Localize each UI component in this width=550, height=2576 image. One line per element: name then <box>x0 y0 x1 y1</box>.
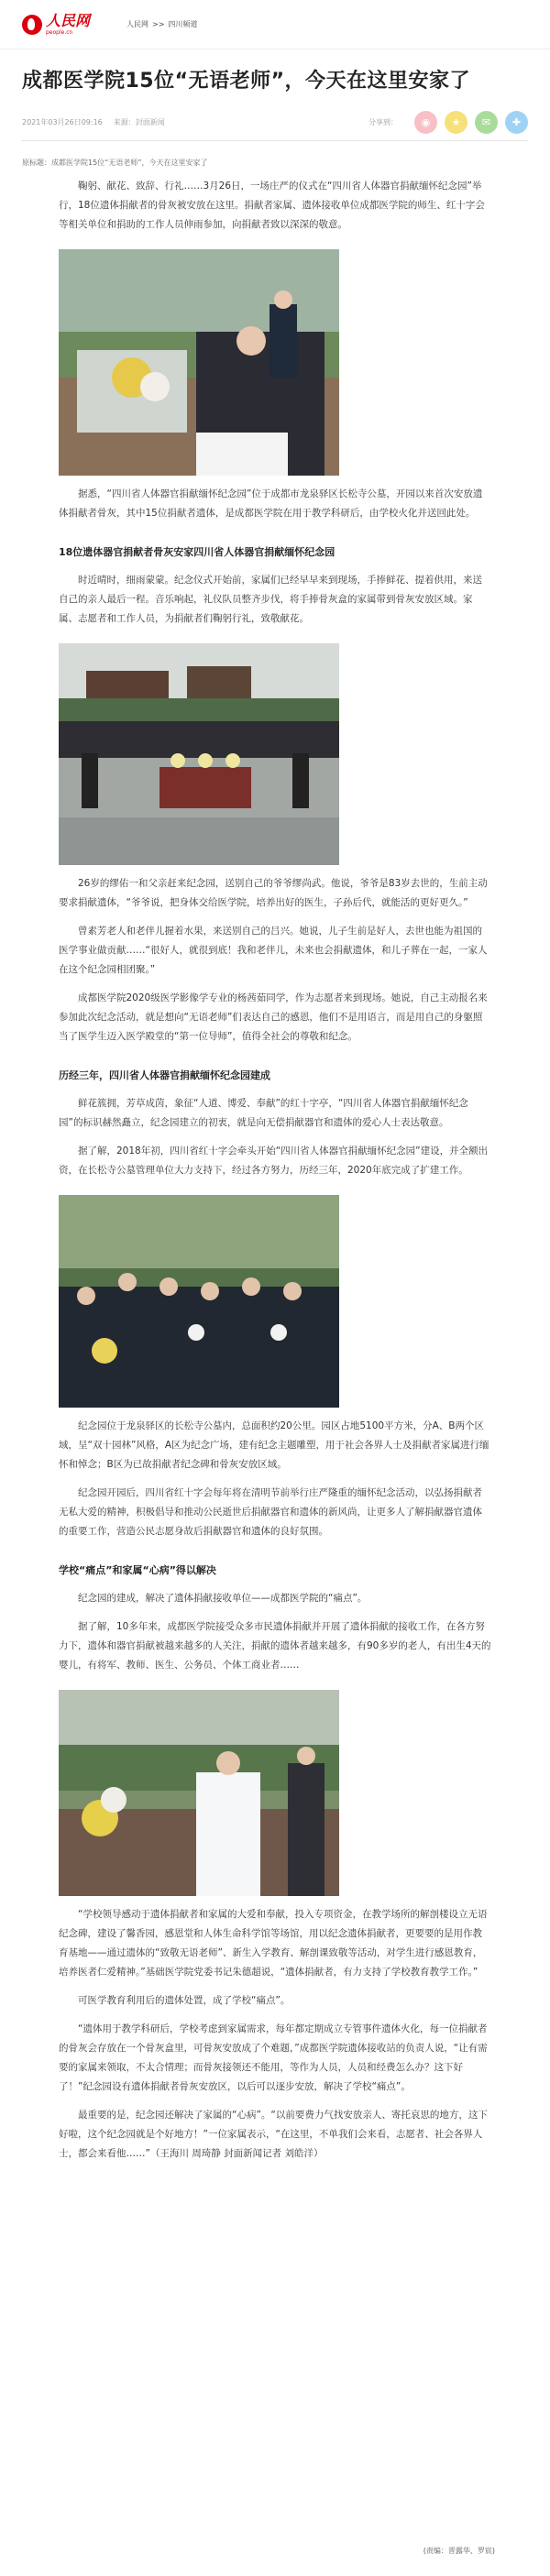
article-title: 成都医学院15位“无语老师”，今天在这里安家了 <box>22 70 471 93</box>
share-bar <box>368 111 528 134</box>
link-share-icon[interactable]: ✚ <box>505 111 528 134</box>
paragraph: 据悉，“四川省人体器官捐献缅怀纪念园”位于成都市龙泉驿区长松寺公墓，开园以来首次安放遗体捐献者骨灰，其中15位捐献者遗体，是成都医学院在用于教学科研后，由学校火化并送回此处。 <box>59 488 483 519</box>
site-header <box>0 0 550 49</box>
group-photo <box>59 1195 339 1408</box>
wechat-share-icon[interactable]: ✉ <box>475 111 498 134</box>
paragraph: 时近晴时，细雨蒙蒙。纪念仪式开始前，家属们已经早早来到现场，手捧鲜花、提着供用，来送自己的亲人最后一程。音乐响起，礼仪队员整齐步伐，将手捧骨灰盒的家属带到骨灰安放区域。家属、志愿者和工作人员，为捐献者们鞠躬行礼，致敬献花。 <box>59 574 482 624</box>
share-label: 分享到： <box>368 117 398 126</box>
breadcrumb-channel[interactable]: 四川频道 <box>168 20 198 28</box>
paragraph: 曾素芳老人和老伴儿握着水果，来送别自己的吕兴。她说，儿子生前是好人，去世也能为祖国的医学事业做贡献……“很好人，就很到底！我和老伴儿，未来也会捐献遗体，和儿子葬在一起，一家人在这个纪念园相团聚。” <box>59 925 488 975</box>
article-meta <box>22 104 528 141</box>
paragraph: 最重要的是，纪念园还解决了家属的“心病”。“以前要费力气找安放亲人、寄托哀思的地方，这下好啦，这个纪念园就是个好地方！”一位家属表示，“在这里，不单我们会来看，志愿者、社会各界人士，都会来看他……”（王海川 周琦静 封面新闻记者 刘皓洋） <box>59 2109 488 2159</box>
paragraph: 成都医学院2020级医学影像学专业的杨茜茹同学，作为志愿者来到现场。她说，自己主动报名来参加此次纪念活动，就是想向“无语老师”们表达自己的感恩，他们不是用语言，而是用自己的身躯照当了医学生迈入医学殿堂的“第一位导师”，值得全社会的尊敬和纪念。 <box>59 992 488 1042</box>
memorial-photo <box>59 1690 339 1896</box>
paragraph: 纪念园开园后，四川省红十字会每年将在清明节前举行庄严隆重的缅怀纪念活动，以弘扬捐献者无私大爱的精神，积极倡导和推动公民逝世后捐献器官和遗体的新风尚，让更多人了解捐献器官遗体的重要工作，营造公民志愿身故后捐献器官和遗体的良好氛围。 <box>59 1486 482 1537</box>
section-heading: 历经三年，四川省人体器官捐献缅怀纪念园建成 <box>59 1069 270 1081</box>
breadcrumb: 人民网 >> 四川频道 <box>126 20 198 28</box>
section-heading: 18位遗体器官捐献者骨灰安家四川省人体器官捐献缅怀纪念园 <box>59 545 336 558</box>
paragraph: “学校领导感动于遗体捐献者和家属的大爱和奉献，投入专项资金，在教学场所的解剖楼设立无语纪念碑，建设了馨香园，感恩堂和人体生命科学馆等场馆，用以纪念遗体捐献者，更要要的是用作教育基地——通过遗体的“致敬无语老师”、新生入学教育、解剖课致敬等活动，对学生进行感恩教育，培养医者仁爱精神。”基础医学院党委书记朱德超说，“遗体捐献者，有力支持了学校教育教学工作。” <box>59 1908 488 1978</box>
paragraph: 据了解，10多年来，成都医学院接受众多市民遗体捐献并开展了遗体捐献的接收工作，在各方努力下，遗体和器官捐献被越来越多的人关注，捐献的遗体者越来越多，有90多岁的老人，有出生4天的婴儿，有将军、教师、医生、公务员、个体工商业者…… <box>59 1620 491 1671</box>
original-title: 原标题：成都医学院15位“无语老师”，今天在这里安家了 <box>22 158 208 167</box>
qzone-share-icon[interactable]: ★ <box>445 111 468 134</box>
paragraph: 纪念园的建成，解决了遗体捐献接收单位——成都医学院的“痛点”。 <box>78 1592 368 1604</box>
paragraph: 26岁的缪佑一和父亲赶来纪念园，送别自己的爷爷缪尚武。他说，爷爷是83岁去世的，生前主动要求捐献遗体，“爷爷说，把身体交给医学院，培养出好的医生，子孙后代，就能活的更好更久。” <box>59 877 488 908</box>
logo-subtext: people.cn <box>46 28 73 36</box>
breadcrumb-home[interactable]: 人民网 <box>126 20 149 28</box>
ceremony-photo <box>59 249 339 476</box>
editor-credit: (责编：晋露华、罗宸) <box>423 2547 495 2555</box>
paragraph: 纪念园位于龙泉驿区的长松寺公墓内，总面积约20公里。园区占地5100平方米，分A、B两个区域，呈“双十园林”风格，A区为纪念广场，建有纪念主题雕塑，用于社会各界人士及捐献者家属进行缅怀和悼念；B区为已故捐献者纪念碑和骨灰安放区域。 <box>59 1420 490 1470</box>
section-heading: 学校“痛点”和家属“心病”得以解决 <box>59 1563 216 1576</box>
site-logo[interactable] <box>22 11 91 36</box>
logo-icon <box>22 15 42 35</box>
paragraph: 可医学教育利用后的遗体处置，成了学校“痛点”。 <box>78 1994 291 2006</box>
article-body <box>0 177 550 2164</box>
weibo-share-icon[interactable]: ◉ <box>414 111 437 134</box>
article-source: 来源：封面新闻 <box>113 117 165 126</box>
paragraph: 鲜花簇拥，芳草成茵，象征“人道、博爱、奉献”的红十字亭，“四川省人体器官捐献缅怀纪念园”的标识赫然矗立，纪念园建立的初衷，就是向无偿捐献器官和遗体的爱心人士表达敬意。 <box>59 1097 468 1128</box>
paragraph: 据了解，2018年初，四川省红十字会牵头开始“四川省人体器官捐献缅怀纪念园”建设，并全额出资，在长松寺公墓管理单位大力支持下，经过各方努力，历经三年，2020年底完成了扩建工作。 <box>59 1145 489 1176</box>
paragraph: 鞠躬、献花、致辞、行礼……3月26日，一场庄严的仪式在“四川省人体器官捐献缅怀纪念园”举行，18位遗体捐献者的骨灰被安放在这里。捐献者家属、遗体接收单位成都医学院的师生、红十字会等相关单位和捐助的工作人员伸雨参加，向捐献者致以深深的敬意。 <box>59 180 485 230</box>
logo-text: 人民网 <box>46 11 91 29</box>
ceremony-photo <box>59 643 339 865</box>
publish-date: 2021年03月26日09:16 <box>22 117 103 126</box>
paragraph: “遗体用于教学科研后，学校考虑到家属需求，每年都定期成立专管事件遗体火化，每一位捐献者的骨灰会存放在一个骨灰盒里，可骨灰安放成了个难题，”成都医学院遗体接收站的负责人说，“让有需要的家属来领取，不太合情理；而骨灰接领还不能用，等作为人员，人员和经费怎么办？这下好了！”纪念园设有遗体捐献者骨灰安放区，以后可以逐步安放，解决了学校“痛点”。 <box>59 2022 488 2092</box>
